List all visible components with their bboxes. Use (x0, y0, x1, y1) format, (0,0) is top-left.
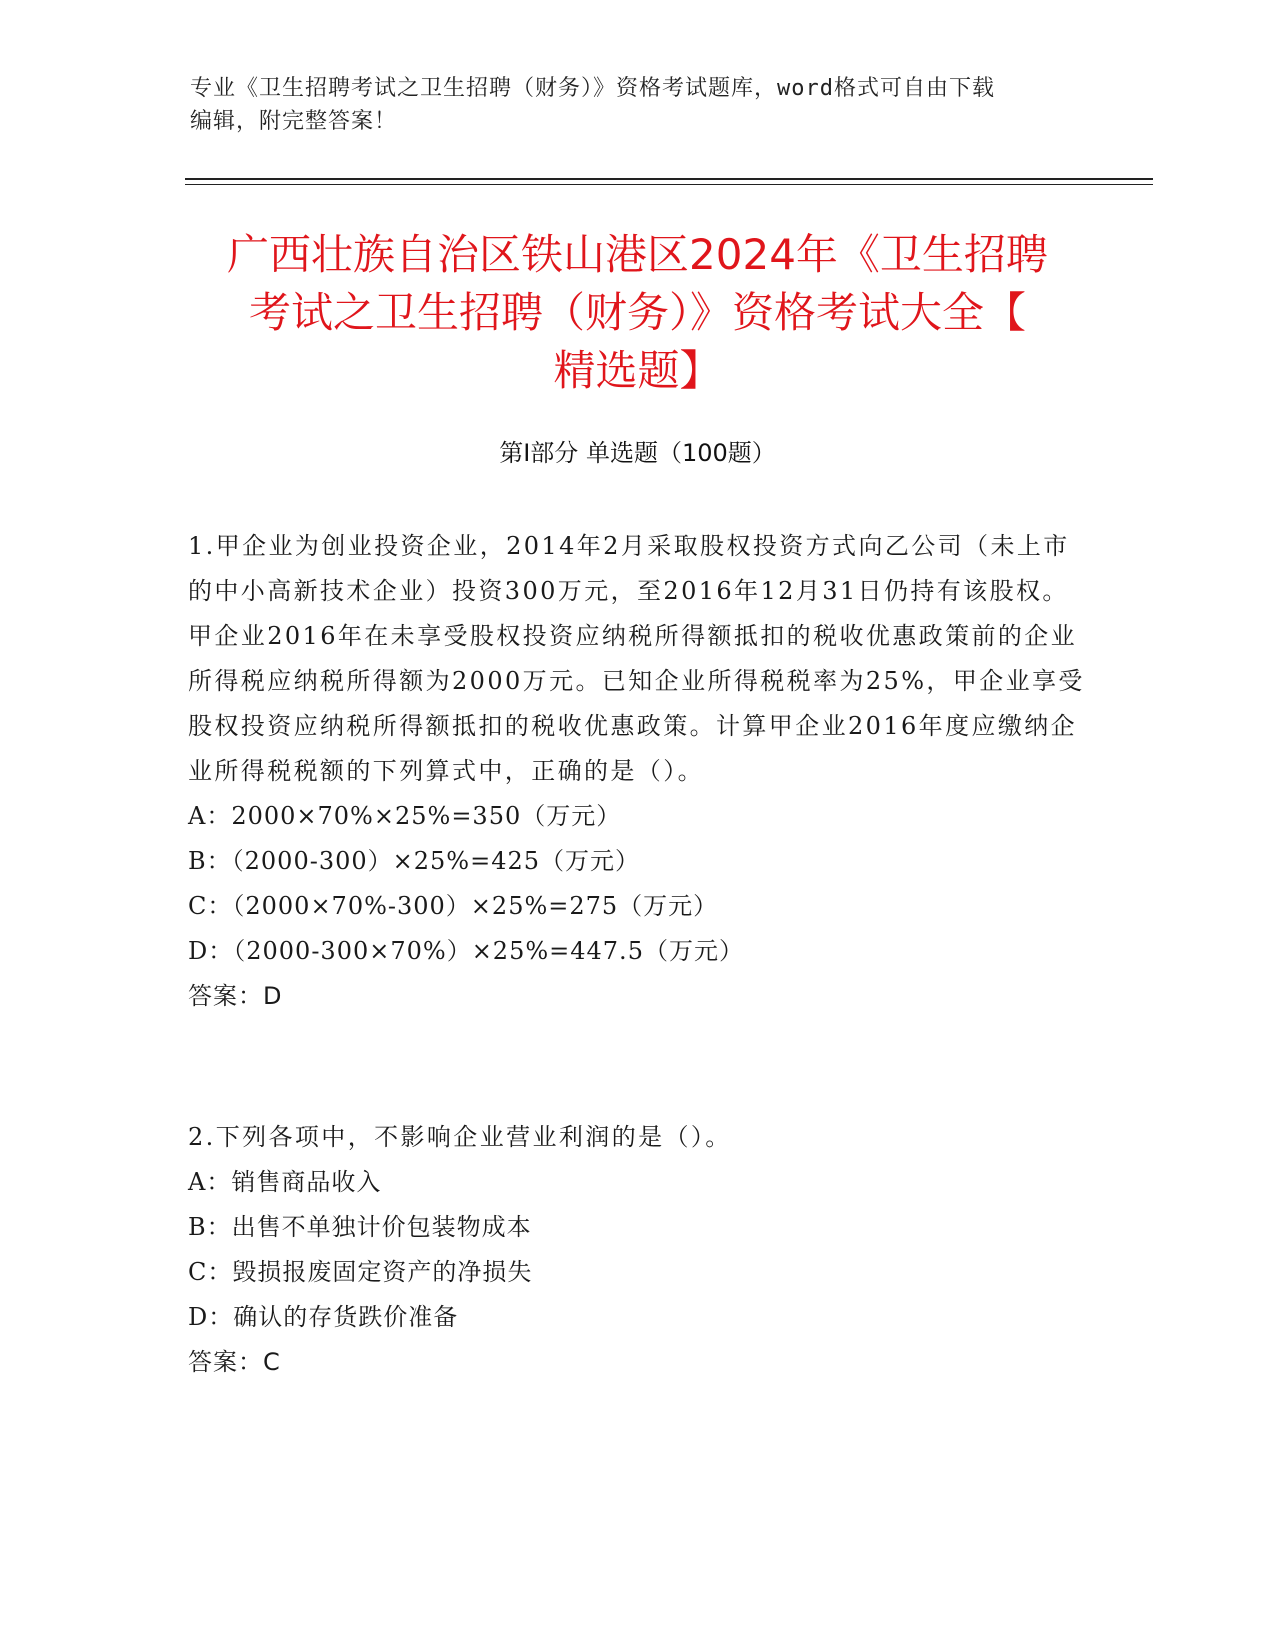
answer: 答案：C (188, 1348, 281, 1376)
header-note (190, 72, 1070, 138)
option-b: B：（2000-300）×25%=425（万元） (188, 847, 641, 875)
question-1 (188, 524, 1088, 1019)
option-a: A：2000×70%×25%=350（万元） (188, 802, 622, 830)
question-stem: 1.甲企业为创业投资企业，2014年2月采取股权投资方式向乙公司（未上市的中小高新技术企业）投资300万元，至2016年12月31日仍持有该股权。甲企业2016年在未享受股权投资应纳税所得额抵扣的税收优惠政策前的企业所得税应纳税所得额为2000万元。已知企业所得税税率为25%，甲企业享受股权投资应纳税所得额抵扣的税收优惠政策。计算甲企业2016年度应缴纳企业所得税税额的下列算式中，正确的是（）。 (188, 532, 1085, 785)
option-c: C：毁损报废固定资产的净损失 (188, 1258, 533, 1286)
option-b: B：出售不单独计价包装物成本 (188, 1213, 532, 1241)
document-title-line2: 考试之卫生招聘（财务）》资格考试大全【 (248, 288, 1026, 337)
header-note-line1: 专业《卫生招聘考试之卫生招聘（财务）》资格考试题库，word格式可自由下载 (190, 76, 995, 101)
document-title-line1: 广西壮族自治区铁山港区2024年《卫生招聘 (227, 230, 1048, 279)
option-d: D：确认的存货跌价准备 (188, 1303, 459, 1331)
option-a: A：销售商品收入 (188, 1168, 382, 1196)
question-stem: 2.下列各项中，不影响企业营业利润的是（）。 (188, 1123, 732, 1151)
question-2 (188, 1115, 1088, 1385)
document-title-line3: 精选题】 (553, 346, 722, 395)
header-note-line2: 编辑，附完整答案！ (190, 109, 398, 134)
header-divider-thin (185, 184, 1153, 185)
answer: 答案：D (188, 982, 283, 1010)
option-d: D：（2000-300×70%）×25%=447.5（万元） (188, 937, 744, 965)
option-c: C：（2000×70%-300）×25%=275（万元） (188, 892, 719, 920)
header-divider-thick (185, 178, 1153, 180)
section-title: 第Ⅰ部分 单选题（100题） (499, 439, 776, 467)
document-title (185, 226, 1090, 400)
